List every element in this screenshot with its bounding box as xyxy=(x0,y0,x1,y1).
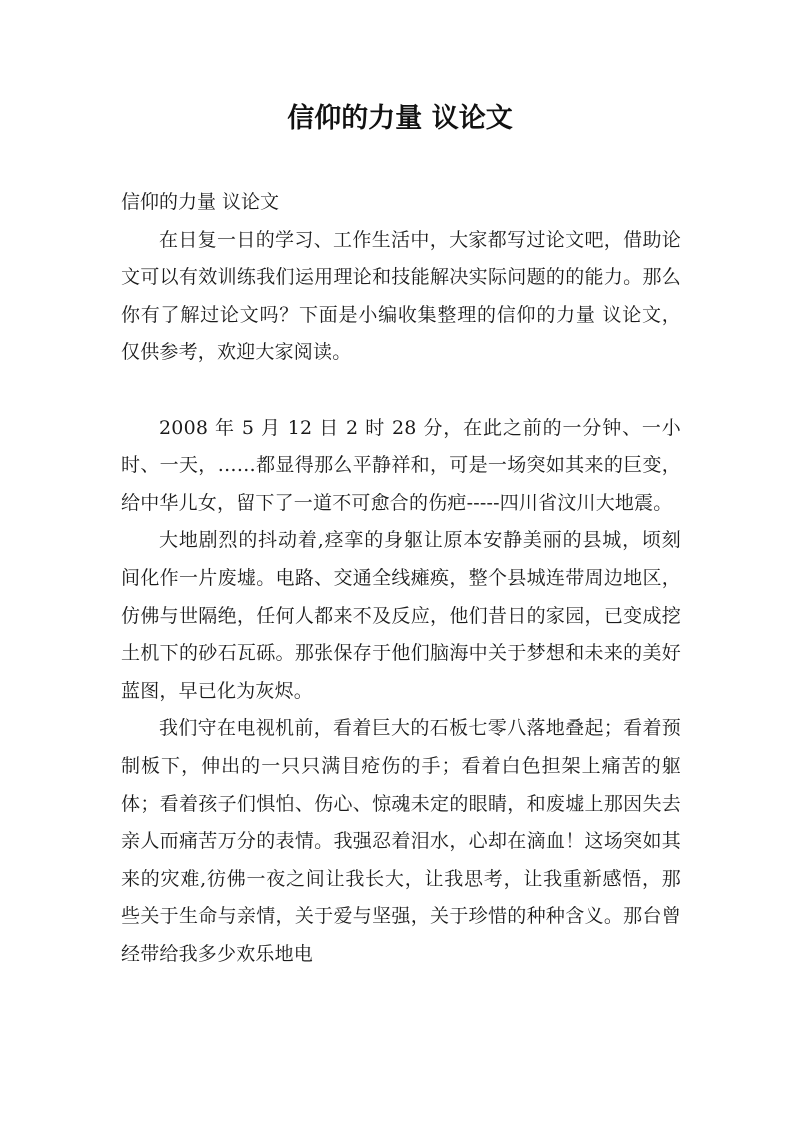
intro-paragraph: 在日复一日的学习、工作生活中，大家都写过论文吧，借助论文可以有效训练我们运用理论和技能解决实际问题的的能力。那么你有了解过论文吗？下面是小编收集整理的信仰的力量 议论文，仅供参考，欢迎大家阅读。 xyxy=(121,228,681,364)
paragraph-spacer xyxy=(121,372,681,410)
document-subtitle: 信仰的力量 议论文 xyxy=(121,191,280,213)
body-paragraph-3: 我们守在电视机前，看着巨大的石板七零八落地叠起；看着预制板下，伸出的一只只满目疮伤的手；看着白色担架上痛苦的躯体；看着孩子们惧怕、伤心、惊魂未定的眼睛，和废墟上那因失去亲人而痛苦万分的表情。我强忍着泪水，心却在滴血！这场突如其来的灾难,彷佛一夜之间让我长大，让我思考，让我重新感悟，那些关于生命与亲情，关于爱与坚强，关于珍惜的种种含义。那台曾经带给我多少欢乐地电 xyxy=(121,717,681,965)
document-title: 信仰的力量 议论文 xyxy=(287,103,513,134)
body-paragraph-1: 2008 年 5 月 12 日 2 时 28 分，在此之前的一分钟、一小时、一天，……都显得那么平静祥和，可是一场突如其来的巨变，给中华儿女，留下了一道不可愈合的伤疤-----四川省汶川大地震。 xyxy=(121,416,681,514)
document-body xyxy=(121,184,681,973)
body-paragraph-2: 大地剧烈的抖动着,痉挛的身躯让原本安静美丽的县城，顷刻间化作一片废墟。电路、交通全线瘫痪，整个县城连带周边地区，仿佛与世隔绝，任何人都来不及反应，他们昔日的家园，已变成挖土机下的砂石瓦砾。那张保存于他们脑海中关于梦想和未来的美好蓝图，早已化为灰烬。 xyxy=(121,529,681,702)
